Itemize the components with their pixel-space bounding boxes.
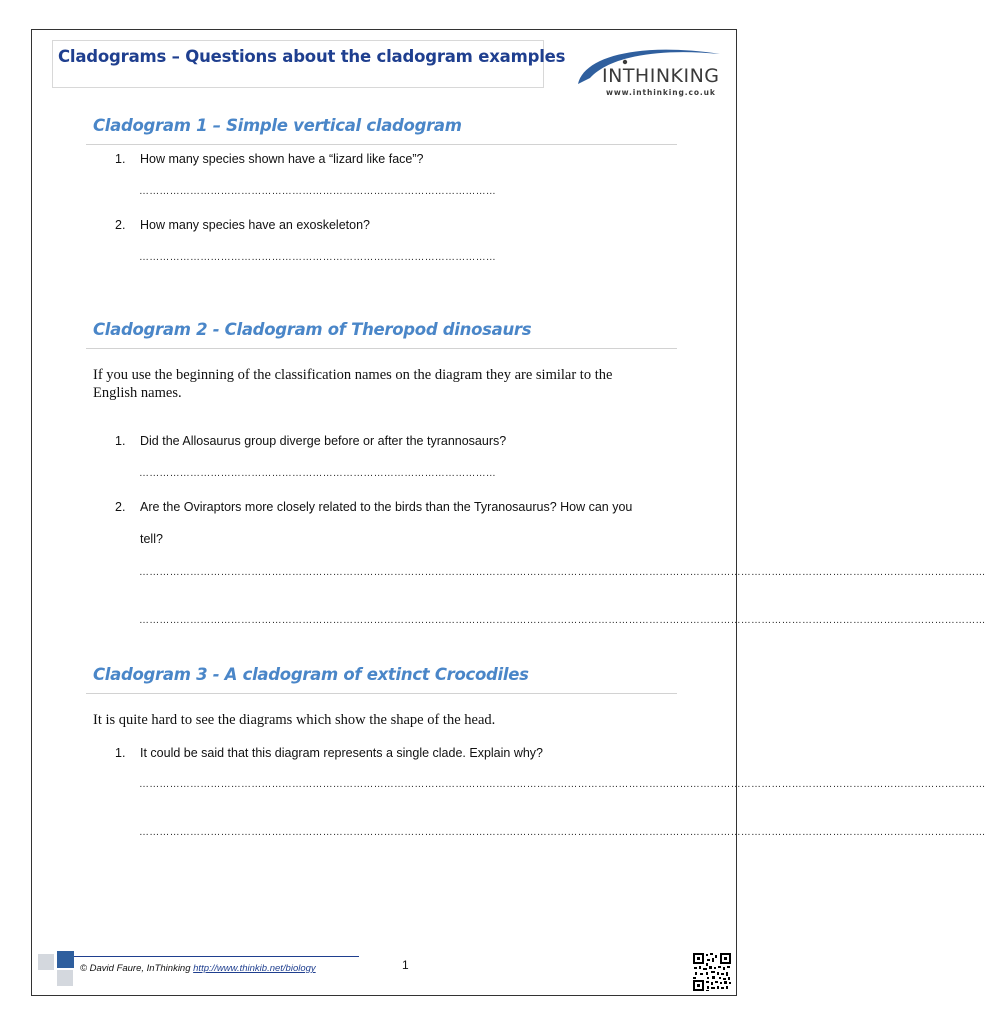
footer-square-icon (57, 951, 74, 968)
question-number: 2. (115, 500, 126, 514)
question-text: It could be said that this diagram represents a single clade. Explain why? (140, 746, 544, 760)
answer-line[interactable]: …………………………………………………………………………………………………………………………………………………………………………………………………………………………… (139, 779, 986, 790)
footer-square-icon (57, 970, 73, 986)
answer-line[interactable]: …………………………………………………………………………………………… (139, 186, 496, 197)
question-text: How many species have an exoskeleton? (140, 218, 370, 232)
section-heading-cladogram-3: Cladogram 3 - A cladogram of extinct Crocodiles (93, 665, 529, 684)
section-heading-cladogram-2: Cladogram 2 - Cladogram of Theropod dinosaurs (93, 320, 532, 339)
question-number: 2. (115, 218, 126, 232)
footer-copyright (80, 963, 316, 974)
copyright-text: © David Faure, InThinking (80, 963, 194, 974)
section-divider (86, 348, 677, 349)
qr-code-icon (692, 952, 732, 992)
answer-line[interactable]: …………………………………………………………………………………………………………………………………………………………………………………………………………………………… (139, 615, 986, 626)
question-text: How many species shown have a “lizard like face”? (140, 152, 424, 166)
intro-paragraph-line: It is quite hard to see the diagrams which show the shape of the head. (93, 712, 496, 728)
footer-divider (74, 956, 359, 957)
question-number: 1. (115, 746, 126, 760)
intro-paragraph-line: If you use the beginning of the classification names on the diagram they are similar to the (93, 367, 613, 383)
footer-link[interactable]: http://www.thinkib.net/biology (193, 963, 316, 974)
answer-line[interactable]: …………………………………………………………………………………………………………………………………………………………………………………………………………………………… (139, 567, 986, 578)
section-heading-cladogram-1: Cladogram 1 – Simple vertical cladogram (93, 116, 462, 135)
footer-square-icon (38, 954, 54, 970)
page-title: Cladograms – Questions about the cladogram examples (58, 47, 566, 66)
logo-wordmark: INTHINKING (602, 65, 720, 87)
question-text-continued: tell? (140, 532, 163, 546)
question-text: Are the Oviraptors more closely related to the birds than the Tyranosaurus? How can you (140, 500, 633, 514)
inthinking-logo (570, 44, 720, 100)
logo-url: www.inthinking.co.uk (606, 88, 716, 97)
answer-line[interactable]: …………………………………………………………………………………………… (139, 468, 496, 479)
question-number: 1. (115, 434, 126, 448)
question-number: 1. (115, 152, 126, 166)
answer-line[interactable]: …………………………………………………………………………………………… (139, 252, 496, 263)
section-divider (86, 693, 677, 694)
question-text: Did the Allosaurus group diverge before or after the tyrannosaurs? (140, 434, 507, 448)
section-divider (86, 144, 677, 145)
intro-paragraph-line: English names. (93, 385, 182, 401)
answer-line[interactable]: …………………………………………………………………………………………………………………………………………………………………………………………………………………………… (139, 827, 986, 838)
page-number: 1 (402, 958, 409, 972)
